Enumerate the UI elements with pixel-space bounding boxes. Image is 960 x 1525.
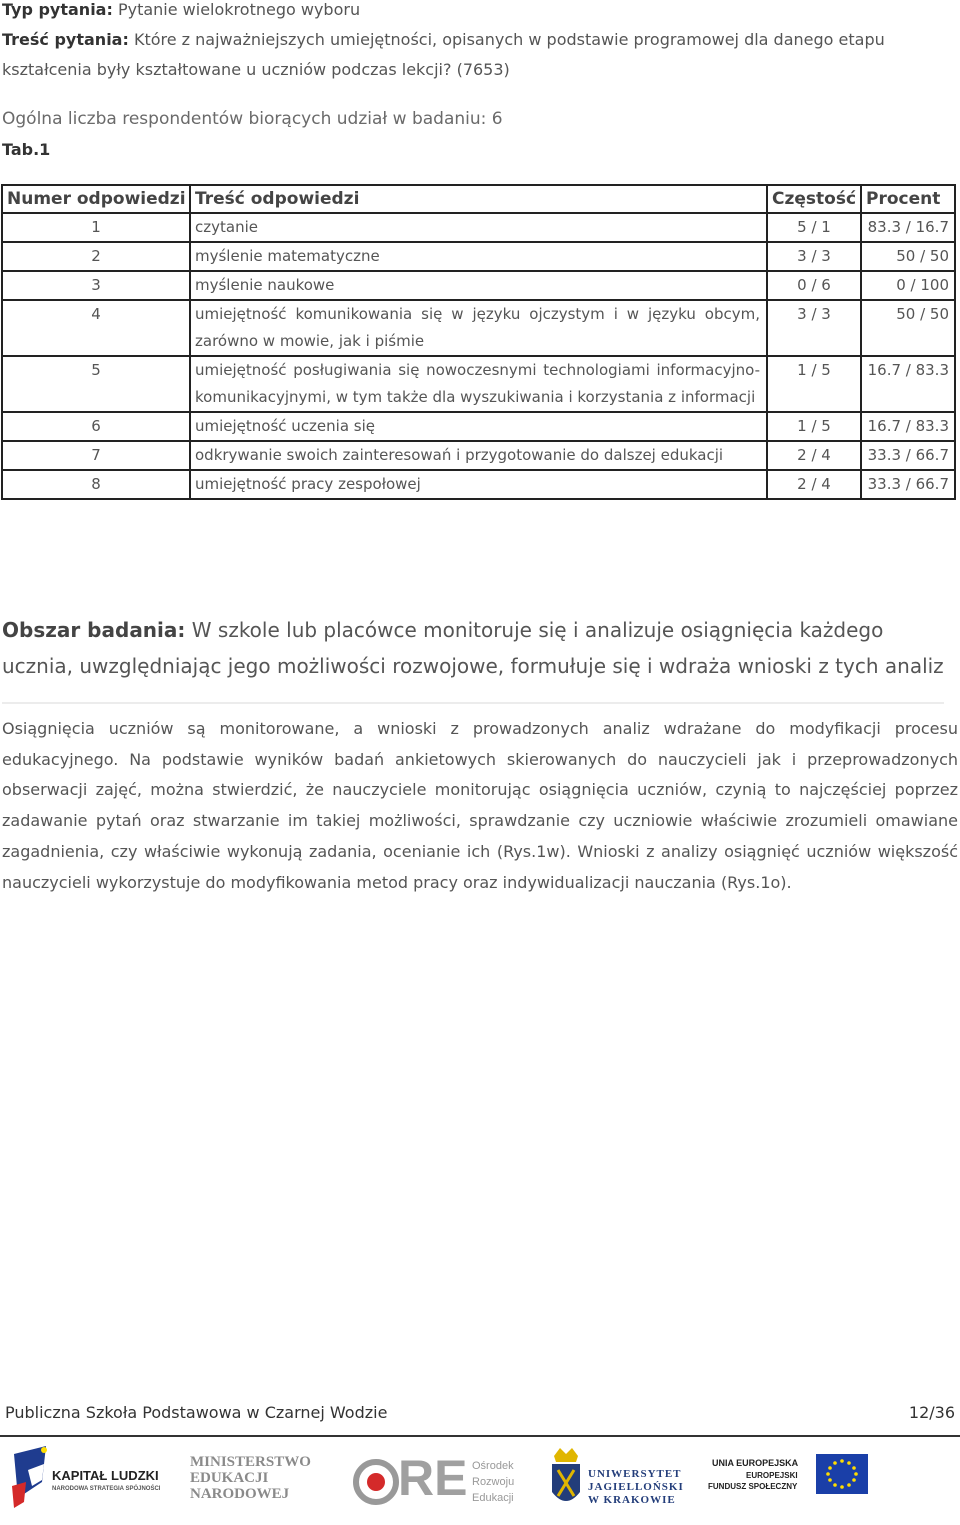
kapital-ludzki-title: KAPITAŁ LUDZKI <box>52 1468 159 1483</box>
ore-line3: Edukacji <box>472 1492 514 1504</box>
answer-percent: 33.3 / 66.7 <box>861 470 955 499</box>
answer-number: 1 <box>2 213 190 242</box>
answer-text: umiejętność komunikowania się w języku ojczystym i w języku obcym, zarówno w mowie, jak i piśmie <box>190 300 767 356</box>
answer-percent: 16.7 / 83.3 <box>861 412 955 441</box>
answer-text: myślenie matematyczne <box>190 242 767 271</box>
question-content-line2: kształcenia były kształtowane u uczniów podczas lekcji? (7653) <box>2 60 510 79</box>
answer-percent: 33.3 / 66.7 <box>861 441 955 470</box>
men-line3: NARODOWEJ <box>190 1486 290 1502</box>
answer-frequency: 2 / 4 <box>767 441 861 470</box>
table-row <box>2 300 955 356</box>
question-content-line1: Które z najważniejszych umiejętności, opisanych w podstawie programowej dla danego etapu <box>133 30 885 49</box>
answer-frequency: 1 / 5 <box>767 356 861 412</box>
answer-percent: 0 / 100 <box>861 271 955 300</box>
eu-flag-icon <box>816 1454 868 1494</box>
header-frequency: Częstość <box>767 185 861 213</box>
uj-logo <box>548 1442 688 1520</box>
men-logo <box>190 1442 310 1520</box>
answer-text: umiejętność uczenia się <box>190 412 767 441</box>
ore-wordmark: RE <box>398 1450 468 1506</box>
answer-number: 3 <box>2 271 190 300</box>
answer-text: czytanie <box>190 213 767 242</box>
table-caption: Tab.1 <box>2 140 51 159</box>
answer-frequency: 5 / 1 <box>767 213 861 242</box>
table-row <box>2 213 955 242</box>
summary-paragraph: Osiągnięcia uczniów są monitorowane, a wnioski z prowadzonych analiz wdrażane do modyfikacji procesu edukacyjnego. Na podstawie wyników badań ankietowych skierowanych do nauczycieli jak i przeprowadzonych obserwacji zajęć, można stwierdzić, że nauczyciele monitorując osiągnięcia uczniów, czynią to najczęściej poprzez zadawanie pytań oraz stwarzanie im takiej możliwości, sprawdzanie czy uczniowie właściwie zrozumieli omawiane zagadnienia, czy właściwie wykonują zadania, ocenianie ich (Rys.1w). Wnioski z analizy osiągnięć uczniów większość nauczycieli wykorzystuje do modyfikowania metod pracy oraz indywidualizacji nauczania (Rys.1o). <box>2 719 958 892</box>
table-row <box>2 441 955 470</box>
kapital-ludzki-subtitle: NARODOWA STRATEGIA SPÓJNOŚCI <box>52 1486 161 1492</box>
table-row <box>2 356 955 412</box>
men-line1: MINISTERSTWO <box>190 1454 311 1470</box>
answer-frequency: 3 / 3 <box>767 300 861 356</box>
eu-line3: FUNDUSZ SPOŁECZNY <box>708 1482 798 1491</box>
answers-table <box>1 184 956 500</box>
answer-frequency: 2 / 4 <box>767 470 861 499</box>
respondents-count: Ogólna liczba respondentów biorących udział w badaniu: 6 <box>2 109 503 129</box>
footer-school-name: Publiczna Szkoła Podstawowa w Czarnej Wodzie <box>5 1403 388 1422</box>
answer-number: 6 <box>2 412 190 441</box>
answer-text: myślenie naukowe <box>190 271 767 300</box>
ore-line1: Ośrodek <box>472 1460 514 1472</box>
answer-text: umiejętność posługiwania się nowoczesnymi technologiami informacyjno-komunikacyjnymi, w tym także dla wyszukiwania i korzystania z informacji <box>190 356 767 412</box>
answer-percent: 50 / 50 <box>861 242 955 271</box>
research-area <box>2 612 958 684</box>
eu-logo <box>708 1442 870 1520</box>
kapital-ludzki-logo <box>8 1442 173 1520</box>
answer-frequency: 0 / 6 <box>767 271 861 300</box>
answer-percent: 83.3 / 16.7 <box>861 213 955 242</box>
question-type <box>2 0 360 19</box>
men-line2: EDUKACJI <box>190 1470 269 1486</box>
answer-number: 7 <box>2 441 190 470</box>
answer-number: 4 <box>2 300 190 356</box>
ore-line2: Rozwoju <box>472 1476 515 1488</box>
answer-number: 5 <box>2 356 190 412</box>
answer-percent: 16.7 / 83.3 <box>861 356 955 412</box>
table-row <box>2 470 955 499</box>
answer-frequency: 1 / 5 <box>767 412 861 441</box>
answer-text: umiejętność pracy zespołowej <box>190 470 767 499</box>
ore-circle-icon <box>352 1452 400 1512</box>
footer-rule <box>0 1435 960 1437</box>
table-row <box>2 412 955 441</box>
answer-frequency: 3 / 3 <box>767 242 861 271</box>
eu-line1: UNIA EUROPEJSKA <box>712 1458 799 1468</box>
table-row <box>2 271 955 300</box>
header-percent: Procent <box>861 185 955 213</box>
uj-line2: JAGIELLOŃSKI <box>588 1481 684 1493</box>
uj-line1: UNIWERSYTET <box>588 1468 682 1480</box>
uj-line3: W KRAKOWIE <box>588 1494 676 1506</box>
question-type-value: Pytanie wielokrotnego wyboru <box>117 0 361 19</box>
section-divider <box>2 702 944 704</box>
table-row <box>2 242 955 271</box>
question-content <box>2 30 885 49</box>
footer-page-number: 12/36 <box>908 1403 955 1422</box>
header-content: Treść odpowiedzi <box>190 185 767 213</box>
table-header-row <box>2 185 955 213</box>
answer-text: odkrywanie swoich zainteresowań i przygotowanie do dalszej edukacji <box>190 441 767 470</box>
ore-logo <box>352 1442 527 1520</box>
question-type-label: Typ pytania: <box>2 0 113 19</box>
question-content-label: Treść pytania: <box>2 30 129 49</box>
answer-number: 8 <box>2 470 190 499</box>
eu-line2: EUROPEJSKI <box>746 1471 798 1480</box>
research-area-label: Obszar badania: <box>2 618 186 642</box>
uj-crest-icon <box>548 1446 584 1516</box>
answer-percent: 50 / 50 <box>861 300 955 356</box>
answer-number: 2 <box>2 242 190 271</box>
header-number: Numer odpowiedzi <box>2 185 190 213</box>
research-area-text: W szkole lub placówce monitoruje się i analizuje osiągnięcia każdego ucznia, uwzględniając jego możliwości rozwojowe, formułuje się i wdraża wnioski z tych analiz <box>2 618 944 678</box>
